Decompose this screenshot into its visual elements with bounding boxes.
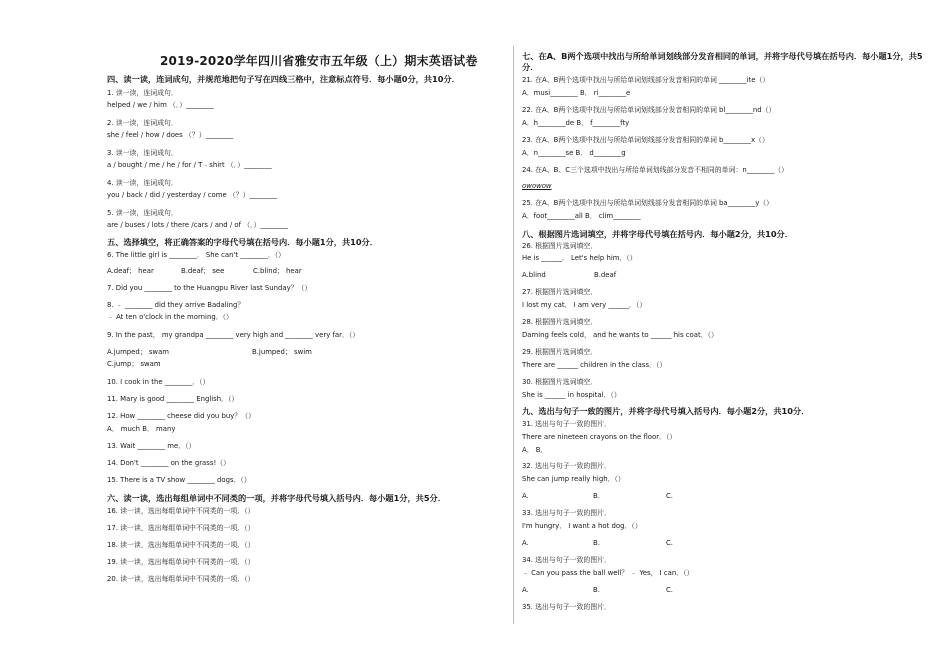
question-28: 28. 根据图片选词填空． — [522, 318, 598, 326]
section-6-heading: 六、读一读，选出每组单词中不同类的一项，并将字母代号填入括号内．每小题1分，共5分． — [107, 493, 446, 503]
question-15: 15. There is a TV show ________ dogs．（） — [107, 476, 251, 484]
question-33-option-c: C. — [666, 539, 674, 547]
question-24-words: owowow — [522, 182, 552, 190]
section-8-heading: 八、根据图片选词填空，并将字母代号填在括号内．每小题2分，共10分． — [522, 229, 793, 239]
question-3-words: a / bought / me / he / for / T﹣shirt （．）________ — [107, 161, 272, 169]
question-12: 12. How ________ cheese did you buy？（） — [107, 412, 255, 420]
question-22: 22. 在A、B两个选项中找出与所给单词划线部分发音相同的单词 bl________nd（） — [522, 106, 776, 114]
question-31-options: A． B． — [522, 446, 548, 454]
question-2-prompt: 2. 读一读，连词成句． — [107, 119, 178, 127]
question-27: 27. 根据图片选词填空． — [522, 288, 598, 296]
question-32-option-a: A. — [522, 492, 529, 500]
question-9-option-a: A.jumped； swam — [107, 348, 170, 356]
question-34-option-c: C. — [666, 586, 674, 594]
question-26: 26. 根据图片选词填空． — [522, 242, 598, 250]
question-32-sentence: She can jump really high．（） — [522, 475, 625, 483]
column-divider — [513, 46, 514, 624]
question-26-option-b: B.deaf — [594, 271, 617, 279]
question-4-prompt: 4. 读一读，连词成句． — [107, 179, 178, 187]
question-4-words: you / back / did / yesterday / come （？）________ — [107, 191, 278, 199]
question-13: 13. Wait ________ me．（） — [107, 442, 196, 450]
question-34-option-b: B. — [593, 586, 600, 594]
question-33-option-a: A. — [522, 539, 529, 547]
question-7: 7. Did you ________ to the Huangpu River last Sunday？（） — [107, 284, 312, 292]
page-title: 2019-2020学年四川省雅安市五年级（上）期末英语试卷 — [160, 54, 478, 68]
question-30: 30. 根据图片选词填空． — [522, 378, 598, 386]
section-7-heading: 七、在A、B两个选项中找出与所给单词划线部分发音相同的单词，并将字母代号填在括号内．每小题1分，共5分． — [522, 51, 923, 72]
question-21-options: A．musi________ B． ri________e — [522, 89, 631, 97]
question-16: 16. 读一读，选出每组单词中不同类的一项．（） — [107, 507, 255, 515]
question-8: 8. ﹣ ________ did they arrive Badaling？ — [107, 301, 245, 309]
question-2-words: she / feel / how / does （？）________ — [107, 131, 234, 139]
question-9-option-c: C.jump； swam — [107, 360, 161, 368]
question-29: 29. 根据图片选词填空． — [522, 348, 598, 356]
question-6-option-c: C.blind； hear — [253, 267, 302, 275]
question-26-sentence: He is ______． Let's help him．（） — [522, 254, 637, 262]
question-31-sentence: There are nineteen crayons on the floor．（） — [522, 433, 677, 441]
question-29-sentence: There are ______ children in the class．（） — [522, 361, 667, 369]
question-23: 23. 在A、B两个选项中找出与所给单词划线部分发音相同的单词 b________x（） — [522, 136, 769, 144]
question-33: 33. 选出与句子一致的图片． — [522, 509, 611, 517]
question-9-option-b: B.jumped； swim — [252, 348, 312, 356]
question-34: 34. 选出与句子一致的图片． — [522, 556, 611, 564]
question-34-option-a: A. — [522, 586, 529, 594]
question-8-answer: ﹣ At ten o'clock in the morning．（） — [107, 313, 233, 321]
question-33-option-b: B. — [593, 539, 600, 547]
question-31: 31. 选出与句子一致的图片． — [522, 420, 611, 428]
question-19: 19. 读一读，选出每组单词中不同类的一项．（） — [107, 558, 255, 566]
question-20: 20. 读一读，选出每组单词中不同类的一项．（） — [107, 575, 255, 583]
question-9: 9. In the past， my grandpa ________ very high and ________ very far．（） — [107, 331, 360, 339]
question-1-prompt: 1. 读一读，连词成句． — [107, 89, 178, 97]
question-30-sentence: She is ______ in hospital．（） — [522, 391, 621, 399]
question-22-options: A．h________de B． f________fty — [522, 119, 630, 127]
question-12-options: A． much B． many — [107, 425, 176, 433]
question-32-option-c: C. — [666, 492, 674, 500]
question-10: 10. I cook in the ________．（） — [107, 378, 210, 386]
question-14: 14. Don't ________ on the grass!（） — [107, 459, 231, 467]
question-11: 11. Mary is good ________ English．（） — [107, 395, 239, 403]
section-4-heading: 四、读一读，连词成句，并规范地把句子写在四线三格中，注意标点符号．每小题0分，共10分． — [107, 74, 460, 84]
question-1-words: helped / we / him （．）________ — [107, 101, 214, 109]
question-17: 17. 读一读，选出每组单词中不同类的一项．（） — [107, 524, 255, 532]
question-21: 21. 在A、B两个选项中找出与所给单词划线部分发音相同的单词 ________ite（） — [522, 76, 770, 84]
question-6-option-a: A.deaf； hear — [107, 267, 154, 275]
question-25: 25. 在A、B两个选项中找出与所给单词划线部分发音相同的单词 ba________y（） — [522, 199, 774, 207]
section-5-heading: 五、选择填空，将正确答案的字母代号填在括号内．每小题1分，共10分． — [107, 237, 378, 247]
question-33-sentence: I'm hungry． I want a hot dog．（） — [522, 522, 642, 530]
question-24: 24. 在A、B、C三个选项中找出与所给单词划线部分发音不相同的单词：n________（） — [522, 166, 789, 174]
question-6-option-b: B.deaf； see — [181, 267, 225, 275]
question-5-words: are / buses / lots / there /cars / and / of （．）________ — [107, 221, 288, 229]
question-26-option-a: A.blind — [522, 271, 546, 279]
question-23-options: A．n________se B． d________g — [522, 149, 626, 157]
question-32-option-b: B. — [593, 492, 600, 500]
section-9-heading: 九、选出与句子一致的图片，并将字母代号填入括号内．每小题2分，共10分． — [522, 406, 810, 416]
question-34-sentence: ﹣ Can you pass the ball well？ ﹣ Yes， I can．（） — [522, 569, 694, 577]
question-32: 32. 选出与句子一致的图片． — [522, 462, 611, 470]
question-3-prompt: 3. 读一读，连词成句． — [107, 149, 178, 157]
question-28-sentence: Daming feels cold， and he wants to ______ his coat．（） — [522, 331, 718, 339]
question-5-prompt: 5. 读一读，连词成句． — [107, 209, 178, 217]
question-35: 35. 选出与句子一致的图片． — [522, 603, 611, 611]
question-6: 6. The little girl is ________． She can't ________．（） — [107, 251, 286, 259]
question-27-sentence: I lost my cat． I am very ______．（） — [522, 301, 647, 309]
question-25-options: A．foot________all B． clim________ — [522, 212, 641, 220]
question-18: 18. 读一读，选出每组单词中不同类的一项．（） — [107, 541, 255, 549]
